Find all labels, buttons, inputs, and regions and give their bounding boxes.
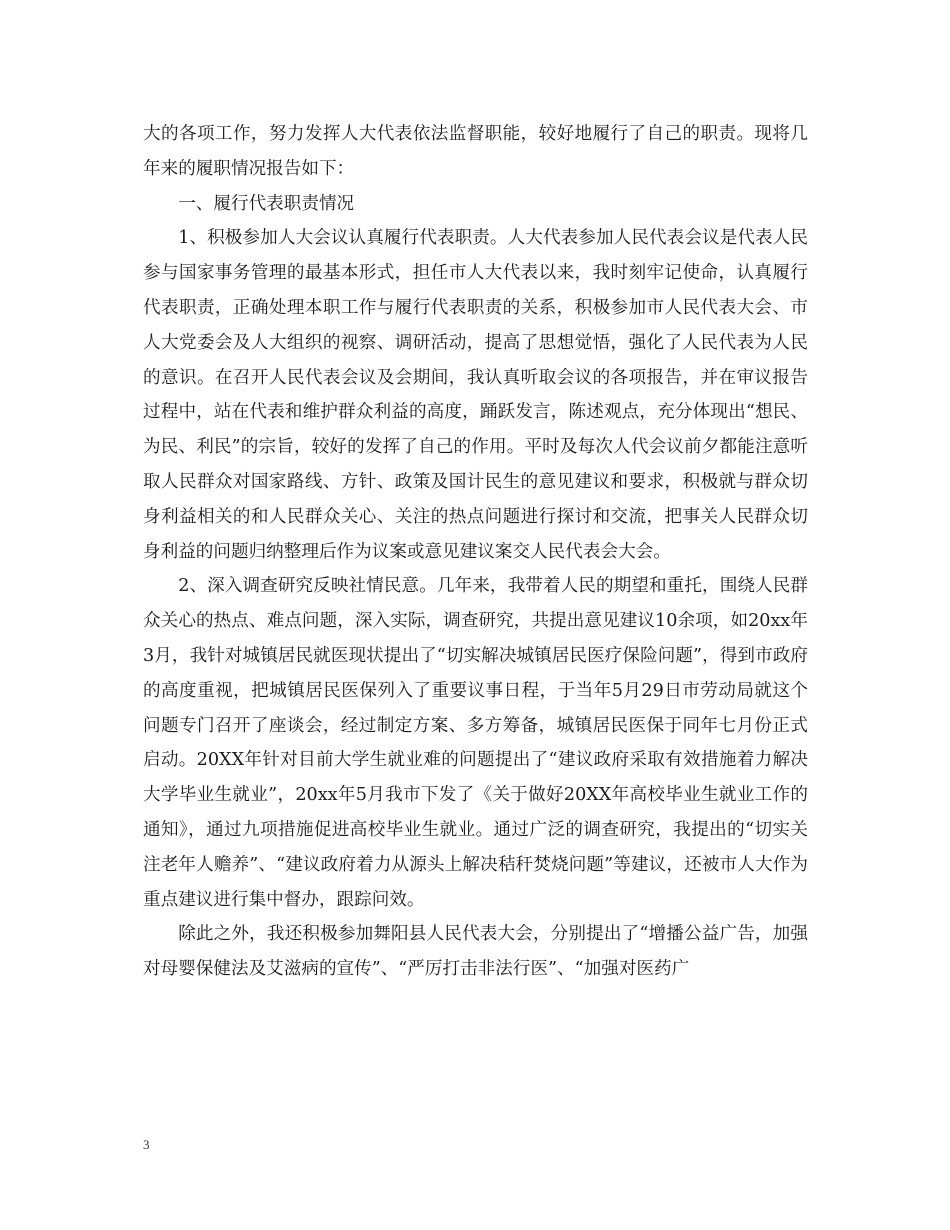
paragraph-additional: 除此之外，我还积极参加舞阳县人民代表大会，分别提出了“增播公益广告，加强对母婴保健法及艾滋病的宣传”、“严厉打击非法行医”、“加强对医药广 (143, 924, 808, 980)
page-number: 3 (143, 1137, 150, 1152)
paragraph-duty-2: 2、深入调查研究反映社情民意。几年来，我带着人民的期望和重托，围绕人民群众关心的热点、难点问题，深入实际，调查研究，共提出意见建议10余项，如20xx年3月，我针对城镇居民就医现状提出了“切实解决城镇居民医疗保险问题”，得到市政府的高度重视，把城镇居民医保列入了重要议事日程，于当年5月29日市劳动局就这个问题专门召开了座谈会，经过制定方案、多方筹备，城镇居民医保于同年七月份正式启动。20XX年针对目前大学生就业难的问题提出了“建议政府采取有效措施着力解决大学毕业生就业”，20xx年5月我市下发了《关于做好20XX年高校毕业生就业工作的通知》，通过九项措施促进高校毕业生就业。通过广泛的调查研究，我提出的“切实关注老年人赡养”、“建议政府着力从源头上解决秸秆焚烧问题”等建议，还被市人大作为重点建议进行集中督办，跟踪问效。 (143, 576, 808, 910)
paragraph-duty-1: 1、积极参加人大会议认真履行代表职责。人大代表参加人民代表会议是代表人民参与国家事务管理的最基本形式，担任市人大代表以来，我时刻牢记使命，认真履行代表职责，正确处理本职工作与履行代表职责的关系，积极参加市人民代表大会、市人大党委会及人大组织的视察、调研活动，提高了思想觉悟，强化了人民代表为人民的意识。在召开人民代表会议及会期间，我认真听取会议的各项报告，并在审议报告过程中，站在代表和维护群众利益的高度，踊跃发言，陈述观点，充分体现出“想民、为民、利民”的宗旨，较好的发挥了自己的作用。平时及每次人代会议前夕都能注意听取人民群众对国家路线、方针、政策及国计民生的意见建议和要求，积极就与群众切身利益相关的和人民群众关心、关注的热点问题进行探讨和交流，把事关人民群众切身利益的问题归纳整理后作为议案或意见建议案交人民代表会大会。 (143, 228, 808, 562)
body-text (143, 117, 808, 987)
section-heading: 一、履行代表职责情况 (178, 193, 355, 214)
paragraph-intro: 大的各项工作，努力发挥人大代表依法监督职能，较好地履行了自己的职责。现将几年来的履职情况报告如下： (143, 124, 808, 179)
